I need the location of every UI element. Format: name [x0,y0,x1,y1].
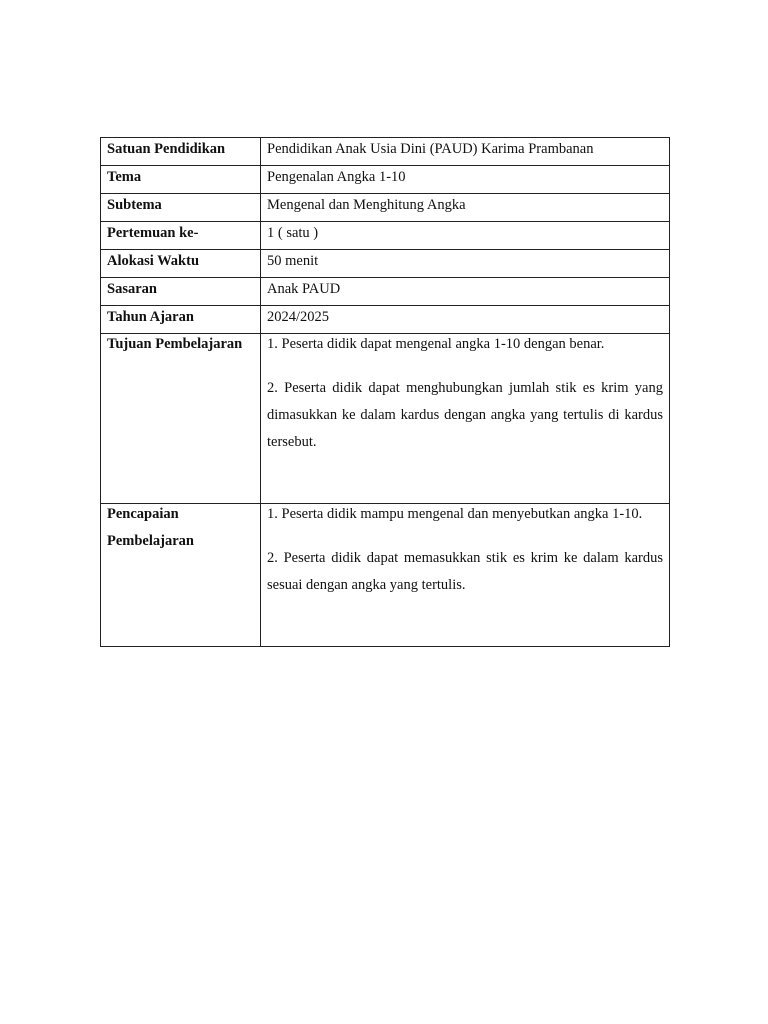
row-label-alokasi-waktu: Alokasi Waktu [101,250,261,278]
row-value-pencapaian-pembelajaran [261,504,670,647]
lesson-info-table [100,137,670,647]
table-row [101,250,670,278]
row-value-pertemuan: 1 ( satu ) [261,222,670,250]
pencapaian-item-2: 2. Peserta didik dapat memasukkan stik es krim ke dalam kardus sesuai dengan angka yang tertulis. [267,550,663,593]
tujuan-item-1: 1. Peserta didik dapat mengenal angka 1-10 dengan benar. [267,336,605,352]
row-value-satuan-pendidikan: Pendidikan Anak Usia Dini (PAUD) Karima Prambanan [261,138,670,166]
row-label-sasaran: Sasaran [101,278,261,306]
row-label-pencapaian-pembelajaran [101,504,261,647]
row-value-tujuan-pembelajaran [261,334,670,504]
row-value-tema: Pengenalan Angka 1-10 [261,166,670,194]
table-row [101,138,670,166]
pencapaian-label-line2: Pembelajaran [107,533,194,549]
tujuan-item-2: 2. Peserta didik dapat menghubungkan jumlah stik es krim yang dimasukkan ke dalam kardus dengan angka yang tertulis di kardus tersebut. [267,380,663,450]
table-row [101,306,670,334]
row-label-pertemuan: Pertemuan ke- [101,222,261,250]
row-value-subtema: Mengenal dan Menghitung Angka [261,194,670,222]
pencapaian-label-line1: Pencapaian [107,506,179,522]
table-row [101,222,670,250]
row-label-subtema: Subtema [101,194,261,222]
table-row-tujuan [101,334,670,504]
row-label-satuan-pendidikan: Satuan Pendidikan [101,138,261,166]
pencapaian-item-1: 1. Peserta didik mampu mengenal dan menyebutkan angka 1-10. [267,506,643,522]
row-value-sasaran: Anak PAUD [261,278,670,306]
row-label-tahun-ajaran: Tahun Ajaran [101,306,261,334]
table-row [101,278,670,306]
tujuan-label-text: Tujuan Pembelajaran [107,336,243,352]
row-value-alokasi-waktu: 50 menit [261,250,670,278]
table-row [101,194,670,222]
row-label-tema: Tema [101,166,261,194]
table-row-pencapaian [101,504,670,647]
row-value-tahun-ajaran: 2024/2025 [261,306,670,334]
row-label-tujuan-pembelajaran [101,334,261,504]
table-row [101,166,670,194]
